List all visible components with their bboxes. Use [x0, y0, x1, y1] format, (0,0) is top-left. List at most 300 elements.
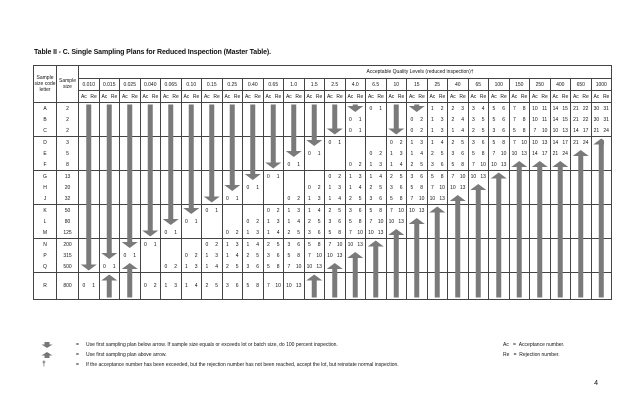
plan-cell: 10 13 [325, 250, 346, 261]
plan-cell [509, 239, 530, 251]
plan-cell [427, 205, 448, 217]
plan-cell: 0 2 [140, 273, 161, 300]
plan-cell [427, 261, 448, 273]
plan-cell [202, 148, 223, 159]
aql-level: 650 [571, 79, 592, 91]
plan-cell [99, 148, 120, 159]
plan-cell [202, 137, 223, 149]
plan-cell: 10 13 [530, 137, 551, 149]
footnote-down [36, 340, 606, 350]
plan-cell [161, 216, 182, 227]
plan-cell [181, 205, 202, 217]
plan-cell [161, 103, 182, 115]
plan-cell [571, 159, 592, 171]
plan-cell: 21 22 [571, 103, 592, 115]
sample-size: 2 [57, 114, 79, 125]
plan-cell [550, 250, 571, 261]
plan-cell [571, 273, 592, 300]
plan-cell: 0 2 [222, 227, 243, 239]
plan-cell [161, 250, 182, 261]
footnote-dagger [36, 360, 606, 370]
plan-cell: 3 6 [284, 239, 305, 251]
plan-cell [591, 261, 612, 273]
ac-re-header: Ac Re [386, 91, 407, 103]
plan-cell: 2 3 [448, 103, 469, 115]
plan-cell [427, 227, 448, 239]
plan-cell [181, 193, 202, 205]
plan-cell: 3 6 [448, 148, 469, 159]
plan-cell [263, 159, 284, 171]
table-row [34, 193, 612, 205]
plan-cell [140, 159, 161, 171]
aql-level: 150 [509, 79, 530, 91]
plan-cell [263, 103, 284, 115]
plan-cell [468, 182, 489, 193]
plan-cell [263, 193, 284, 205]
plan-cell [181, 125, 202, 137]
plan-cell: 2 5 [427, 148, 448, 159]
plan-cell [591, 171, 612, 183]
plan-cell [140, 171, 161, 183]
plan-cell: 14 17 [571, 125, 592, 137]
plan-cell [99, 114, 120, 125]
plan-cell: 1 4 [325, 193, 346, 205]
table-row [34, 114, 612, 125]
table-row [34, 159, 612, 171]
plan-cell: 1 4 [448, 125, 469, 137]
footnote-eq: = [76, 342, 79, 348]
code-letter: A [34, 103, 57, 115]
plan-cell [161, 125, 182, 137]
aql-level: 400 [550, 79, 571, 91]
plan-cell [571, 216, 592, 227]
plan-cell [243, 159, 264, 171]
page-number: 4 [594, 380, 598, 387]
plan-cell: 7 8 [509, 114, 530, 125]
plan-cell [202, 227, 223, 239]
plan-cell [571, 227, 592, 239]
plan-cell: 2 5 [304, 216, 325, 227]
plan-cell [530, 227, 551, 239]
plan-cell [161, 148, 182, 159]
code-letter: L [34, 216, 57, 227]
plan-cell: 5 6 [489, 114, 510, 125]
plan-cell: 0 1 [120, 250, 141, 261]
plan-cell [530, 261, 551, 273]
sample-size: 20 [57, 182, 79, 193]
plan-cell [161, 114, 182, 125]
plan-cell [304, 171, 325, 183]
plan-cell: 2 5 [263, 239, 284, 251]
plan-cell [489, 273, 510, 300]
plan-cell [140, 137, 161, 149]
plan-cell [448, 239, 469, 251]
plan-cell [366, 261, 387, 273]
plan-cell: 0 1 [304, 148, 325, 159]
plan-cell [161, 159, 182, 171]
plan-cell [448, 250, 469, 261]
plan-cell: 2 5 [366, 182, 387, 193]
plan-cell [222, 216, 243, 227]
plan-cell: 7 10 [489, 148, 510, 159]
plan-cell: 1 3 [161, 273, 182, 300]
plan-cell [550, 205, 571, 217]
plan-cell: 5 8 [366, 205, 387, 217]
plan-cell [161, 171, 182, 183]
plan-cell: 0 2 [284, 193, 305, 205]
plan-cell [120, 137, 141, 149]
plan-cell [571, 148, 592, 159]
plan-cell [345, 250, 366, 261]
plan-cell [489, 227, 510, 239]
plan-cell [161, 182, 182, 193]
plan-cell [325, 148, 346, 159]
plan-cell: 1 4 [263, 227, 284, 239]
plan-cell [407, 239, 428, 251]
plan-cell [591, 239, 612, 251]
table-row [34, 103, 612, 115]
plan-cell [120, 273, 141, 300]
plan-cell [530, 239, 551, 251]
plan-cell [509, 261, 530, 273]
plan-cell [571, 250, 592, 261]
plan-cell [181, 239, 202, 251]
plan-cell [99, 216, 120, 227]
plan-cell [366, 114, 387, 125]
plan-cell [530, 250, 551, 261]
plan-cell [468, 205, 489, 217]
plan-cell: 7 8 [509, 103, 530, 115]
plan-cell [407, 250, 428, 261]
code-letter: B [34, 114, 57, 125]
plan-cell: 3 6 [304, 227, 325, 239]
plan-cell: 1 4 [284, 216, 305, 227]
plan-cell: 10 13 [509, 148, 530, 159]
plan-cell [325, 125, 346, 137]
plan-cell: 1 3 [386, 148, 407, 159]
table-row [34, 239, 612, 251]
plan-cell [202, 125, 223, 137]
plan-cell [140, 103, 161, 115]
table-row [34, 227, 612, 239]
plan-cell [427, 239, 448, 251]
ac-re-header: Ac Re [202, 91, 223, 103]
plan-cell [79, 159, 100, 171]
plan-cell: 0 1 [79, 273, 100, 300]
aql-level: 0.010 [79, 79, 100, 91]
table-row [34, 216, 612, 227]
plan-cell: 1 3 [202, 250, 223, 261]
down-arrow-icon [40, 342, 54, 348]
ac-re-header: Ac Re [530, 91, 551, 103]
aql-level: 0.10 [181, 79, 202, 91]
plan-cell [120, 216, 141, 227]
plan-cell [243, 137, 264, 149]
plan-cell [140, 114, 161, 125]
sample-size: 3 [57, 137, 79, 149]
plan-cell [591, 216, 612, 227]
plan-cell: 5 8 [284, 250, 305, 261]
plan-cell: 0 1 [325, 137, 346, 149]
plan-cell: 3 6 [468, 137, 489, 149]
ac-re-header: Ac Re [304, 91, 325, 103]
aql-level: 0.40 [243, 79, 264, 91]
plan-cell [120, 125, 141, 137]
plan-cell [591, 148, 612, 159]
plan-cell: 21 24 [591, 125, 612, 137]
plan-cell: 21 24 [550, 148, 571, 159]
plan-cell [79, 250, 100, 261]
plan-cell [468, 261, 489, 273]
plan-cell [243, 114, 264, 125]
plan-cell: 7 10 [448, 171, 469, 183]
plan-cell [202, 159, 223, 171]
plan-cell: 0 1 [263, 171, 284, 183]
plan-cell: 5 8 [263, 261, 284, 273]
plan-cell [161, 205, 182, 217]
aql-level: 0.025 [120, 79, 141, 91]
plan-cell [304, 159, 325, 171]
plan-cell [263, 125, 284, 137]
plan-cell [181, 137, 202, 149]
table-row [34, 125, 612, 137]
plan-cell [407, 273, 428, 300]
plan-cell [530, 171, 551, 183]
plan-cell [79, 148, 100, 159]
ac-re-header: Ac Re [263, 91, 284, 103]
plan-cell [222, 103, 243, 115]
ac-re-header: Ac Re [427, 91, 448, 103]
code-letter: K [34, 205, 57, 217]
plan-cell [550, 171, 571, 183]
plan-cell [427, 250, 448, 261]
plan-cell [550, 159, 571, 171]
code-letter: D [34, 137, 57, 149]
plan-cell [140, 205, 161, 217]
dagger-icon: † [42, 361, 46, 368]
footnote-eq: = [76, 352, 79, 358]
aql-level: 100 [489, 79, 510, 91]
plan-cell [222, 125, 243, 137]
plan-cell [79, 239, 100, 251]
plan-cell [222, 159, 243, 171]
plan-cell: 7 10 [263, 273, 284, 300]
footnote-text: Use first sampling plan below arrow. If sample size equals or exceeds lot or batch size, do 100 percent inspection. [86, 342, 338, 348]
plan-cell: 3 4 [468, 103, 489, 115]
plan-cell: 5 8 [386, 193, 407, 205]
aql-level: 0.25 [222, 79, 243, 91]
sample-size: 2 [57, 103, 79, 115]
plan-cell: 0 1 [99, 261, 120, 273]
plan-cell: 10 13 [550, 125, 571, 137]
footnotes [36, 340, 606, 370]
plan-cell: 0 2 [161, 261, 182, 273]
plan-cell [99, 193, 120, 205]
plan-cell: 0 2 [345, 159, 366, 171]
plan-cell [263, 114, 284, 125]
plan-cell [99, 273, 120, 300]
aql-level: 4.0 [345, 79, 366, 91]
plan-cell [448, 205, 469, 217]
plan-cell [79, 137, 100, 149]
plan-cell: 2 5 [345, 193, 366, 205]
ac-re-header: Ac Re [243, 91, 264, 103]
plan-cell: 1 3 [325, 182, 346, 193]
plan-cell [181, 227, 202, 239]
aql-header: Acceptable Quality Levels (reduced inspection)† [79, 66, 612, 79]
plan-cell: 0 2 [243, 216, 264, 227]
plan-cell [489, 239, 510, 251]
plan-cell [591, 159, 612, 171]
plan-cell [386, 273, 407, 300]
plan-cell [366, 273, 387, 300]
plan-cell [202, 182, 223, 193]
plan-cell [284, 114, 305, 125]
plan-cell [448, 261, 469, 273]
plan-cell: 2 4 [448, 114, 469, 125]
plan-cell: 0 2 [181, 250, 202, 261]
plan-cell [140, 216, 161, 227]
aql-level: 0.65 [263, 79, 284, 91]
plan-cell: 0 2 [325, 171, 346, 183]
plan-cell: 1 4 [304, 205, 325, 217]
plan-cell [263, 182, 284, 193]
plan-cell [345, 261, 366, 273]
ac-re-header: Ac Re [571, 91, 592, 103]
plan-cell [386, 103, 407, 115]
ac-re-header: Ac Re [366, 91, 387, 103]
plan-cell [243, 148, 264, 159]
aql-level: 1.0 [284, 79, 305, 91]
plan-cell [509, 205, 530, 217]
plan-cell [79, 171, 100, 183]
sample-size: 500 [57, 261, 79, 273]
plan-cell: 10 13 [489, 159, 510, 171]
plan-cell [284, 137, 305, 149]
plan-cell [120, 205, 141, 217]
plan-cell [366, 137, 387, 149]
plan-cell [181, 148, 202, 159]
plan-cell: 14 17 [530, 148, 551, 159]
plan-cell [468, 216, 489, 227]
plan-cell: 1 3 [407, 137, 428, 149]
plan-cell: 3 6 [222, 273, 243, 300]
ac-re-header: Ac Re [140, 91, 161, 103]
plan-cell [181, 171, 202, 183]
plan-cell [140, 182, 161, 193]
plan-cell: 10 13 [304, 261, 325, 273]
plan-cell [448, 193, 469, 205]
plan-cell: 1 4 [202, 261, 223, 273]
plan-cell [243, 103, 264, 115]
code-letter: M [34, 227, 57, 239]
ac-re-header: Ac Re [161, 91, 182, 103]
sample-size: 13 [57, 171, 79, 183]
plan-cell [489, 216, 510, 227]
code-letter: H [34, 182, 57, 193]
sample-size-header: Sample size [57, 66, 79, 103]
table-title: Table II - C. Single Sampling Plans for Reduced Inspection (Master Table). [34, 49, 271, 56]
plan-cell: 14 15 [550, 114, 571, 125]
ac-re-header: Ac Re [99, 91, 120, 103]
plan-cell [140, 261, 161, 273]
plan-cell: 1 3 [243, 227, 264, 239]
code-letter: N [34, 239, 57, 251]
plan-cell: 2 5 [243, 250, 264, 261]
plan-cell [591, 182, 612, 193]
plan-cell [99, 125, 120, 137]
plan-cell [386, 227, 407, 239]
plan-cell [571, 193, 592, 205]
ac-re-header: Ac Re [550, 91, 571, 103]
ac-re-header: Ac Re [345, 91, 366, 103]
plan-cell [99, 227, 120, 239]
plan-cell: 1 4 [222, 250, 243, 261]
plan-cell [509, 250, 530, 261]
plan-cell: 5 8 [304, 239, 325, 251]
table-row [34, 182, 612, 193]
ac-re-header: Ac Re [79, 91, 100, 103]
aql-level: 0.040 [140, 79, 161, 91]
plan-cell [99, 159, 120, 171]
plan-cell [99, 103, 120, 115]
ac-re-header: Ac Re [407, 91, 428, 103]
plan-cell: 7 10 [427, 182, 448, 193]
aql-level: 1.5 [304, 79, 325, 91]
plan-cell [120, 193, 141, 205]
plan-cell: 5 8 [427, 171, 448, 183]
plan-cell: 10 13 [427, 193, 448, 205]
code-letter: J [34, 193, 57, 205]
plan-cell: 3 6 [407, 171, 428, 183]
plan-cell: 0 2 [386, 137, 407, 149]
plan-cell [222, 114, 243, 125]
plan-cell [591, 250, 612, 261]
aql-level: 2.5 [325, 79, 346, 91]
plan-cell: 1 4 [243, 239, 264, 251]
plan-cell [243, 205, 264, 217]
plan-cell [530, 193, 551, 205]
plan-cell [489, 261, 510, 273]
plan-cell: 0 1 [243, 182, 264, 193]
plan-cell: 3 6 [263, 250, 284, 261]
plan-cell [591, 137, 612, 149]
plan-cell [530, 273, 551, 300]
plan-cell [140, 227, 161, 239]
table-row [34, 171, 612, 183]
aql-level: 65 [468, 79, 489, 91]
plan-cell: 0 1 [181, 216, 202, 227]
plan-cell [99, 182, 120, 193]
plan-cell [304, 114, 325, 125]
plan-cell: 3 6 [427, 159, 448, 171]
ac-re-header: Ac Re [509, 91, 530, 103]
sample-size: 315 [57, 250, 79, 261]
plan-cell: 5 8 [468, 148, 489, 159]
footnote-eq: = [76, 362, 79, 368]
plan-cell [468, 250, 489, 261]
plan-cell [120, 182, 141, 193]
table-row [34, 205, 612, 217]
plan-cell: 7 10 [325, 239, 346, 251]
plan-cell: 1 3 [222, 239, 243, 251]
plan-cell [325, 103, 346, 115]
plan-cell: 5 8 [325, 227, 346, 239]
footnote-text: Use first sampling plan above arrow. [86, 352, 167, 358]
plan-cell [243, 125, 264, 137]
sample-size: 80 [57, 216, 79, 227]
footnote-text: If the acceptance number has been exceeded, but the rejection number has not been reached, accept the lot, but reinstate normal inspection. [86, 362, 399, 368]
